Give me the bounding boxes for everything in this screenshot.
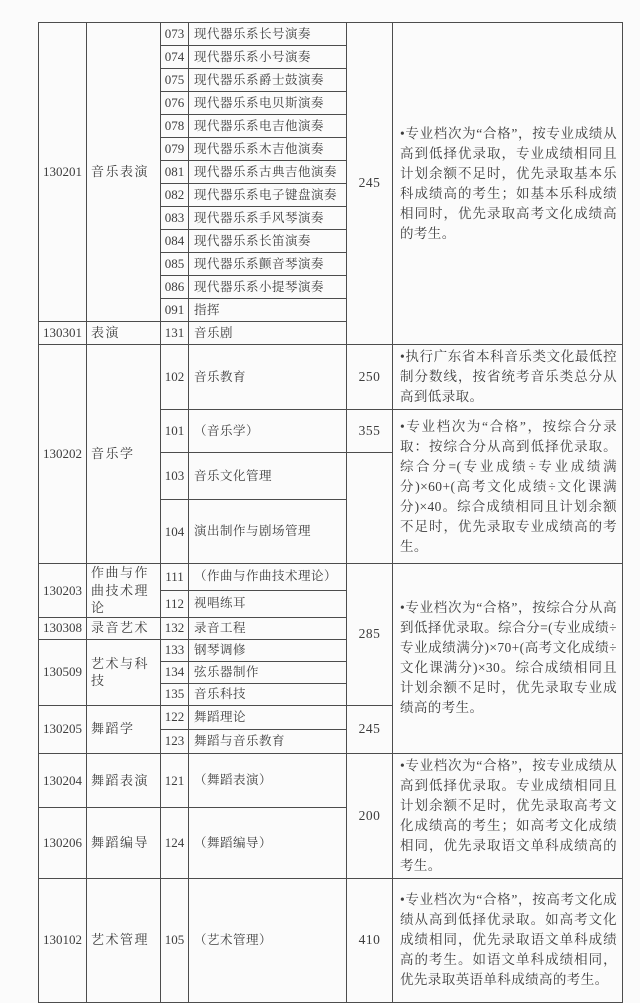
score-cell: 245 [347,705,393,753]
program-name: （舞蹈编导） [189,808,347,878]
score-cell: 355 [347,410,393,453]
major-code: 130308 [39,617,87,639]
program-name: 舞蹈理论 [189,705,347,729]
program-name: 现代器乐系古典吉他演奏 [189,161,347,184]
program-name: 音乐教育 [189,345,347,410]
program-code: 132 [161,617,189,639]
admission-note: •专业档次为“合格”，按高考文化成绩从高到低择优录取。如高考文化成绩相同，优先录取语文单科成绩高的考生。如语文单科成绩相同，优先录取英语单科成绩高的考生。 [393,878,623,1002]
program-code: 103 [161,453,189,500]
program-name: 现代器乐系电贝斯演奏 [189,92,347,115]
program-code: 081 [161,161,189,184]
major-name: 舞蹈表演 [87,753,161,808]
program-code: 091 [161,299,189,322]
admission-note: •执行广东省本科音乐类文化最低控制分数线，按省统考音乐类总分从高到低录取。 [393,345,623,410]
program-code: 121 [161,753,189,808]
major-code: 130204 [39,753,87,808]
program-name: 现代器乐系电吉他演奏 [189,115,347,138]
program-name: 现代器乐系小提琴演奏 [189,276,347,299]
program-code: 076 [161,92,189,115]
program-code: 085 [161,253,189,276]
program-name: 弦乐器制作 [189,661,347,683]
admission-note: •专业档次为“合格”，按综合分录取：按综合分从高到低择优录取。综合分=(专业成绩÷专业成绩满分)×60+(高考文化成绩÷文化课满分)×40。综合成绩相同且计划余额不足时，优先录取专业成绩高的考生。 [393,410,623,564]
program-name: 音乐剧 [189,322,347,345]
program-name: 现代器乐系颤音琴演奏 [189,253,347,276]
program-code: 086 [161,276,189,299]
admission-score-table [38,22,623,1003]
program-code: 083 [161,207,189,230]
score-cell: 250 [347,345,393,410]
program-code: 123 [161,729,189,753]
major-code: 130201 [39,23,87,322]
program-code: 124 [161,808,189,878]
program-code: 079 [161,138,189,161]
program-code: 082 [161,184,189,207]
program-name: 演出制作与剧场管理 [189,500,347,564]
program-code: 122 [161,705,189,729]
program-code: 131 [161,322,189,345]
program-name: 舞蹈与音乐教育 [189,729,347,753]
program-code: 078 [161,115,189,138]
program-name: （舞蹈表演） [189,753,347,808]
major-name: 录音艺术 [87,617,161,639]
program-code: 074 [161,46,189,69]
program-code: 084 [161,230,189,253]
program-name: （艺术管理） [189,878,347,1002]
program-name: （音乐学） [189,410,347,453]
major-code: 130202 [39,345,87,564]
program-name: 音乐文化管理 [189,453,347,500]
program-name: 现代器乐系小号演奏 [189,46,347,69]
table-row [39,23,623,46]
major-code: 130509 [39,639,87,705]
program-code: 105 [161,878,189,1002]
program-code: 112 [161,590,189,617]
major-name: 音乐学 [87,345,161,564]
major-code: 130203 [39,564,87,618]
score-cell: 285 [347,564,393,706]
program-name: 录音工程 [189,617,347,639]
major-code: 130205 [39,705,87,753]
program-name: 现代器乐系电子键盘演奏 [189,184,347,207]
major-name: 表演 [87,322,161,345]
program-code: 101 [161,410,189,453]
major-code: 130301 [39,322,87,345]
score-cell: 245 [347,23,393,345]
admission-note: •专业档次为“合格”，按专业成绩从高到低择优录取，专业成绩相同且计划余额不足时，优先录取基本乐科成绩高的考生；如基本乐科成绩相同时，优先录取高考文化成绩高的考生。 [393,23,623,345]
program-code: 133 [161,639,189,661]
table-row [39,345,623,410]
score-cell: 200 [347,753,393,878]
admission-note: •专业档次为“合格”，按综合分从高到低择优录取。综合分=(专业成绩÷专业成绩满分)×70+(高考文化成绩÷文化课满分)×30。综合成绩相同且计划余额不足时，优先录取专业成绩高的考生。 [393,564,623,754]
program-name: 钢琴调修 [189,639,347,661]
major-name: 舞蹈学 [87,705,161,753]
program-name: 现代器乐系手风琴演奏 [189,207,347,230]
program-code: 104 [161,500,189,564]
program-name: 视唱练耳 [189,590,347,617]
score-cell: 410 [347,878,393,1002]
major-name: 艺术管理 [87,878,161,1002]
major-code: 130206 [39,808,87,878]
major-name: 艺术与科技 [87,639,161,705]
major-name: 舞蹈编导 [87,808,161,878]
program-code: 075 [161,69,189,92]
table-row [39,753,623,808]
program-code: 134 [161,661,189,683]
program-name: 现代器乐系长号演奏 [189,23,347,46]
program-name: 指挥 [189,299,347,322]
major-name: 音乐表演 [87,23,161,322]
program-code: 102 [161,345,189,410]
major-code: 130102 [39,878,87,1002]
major-name: 作曲与作曲技术理论 [87,564,161,618]
program-name: （作曲与作曲技术理论） [189,564,347,591]
admission-note: •专业档次为“合格”，按专业成绩从高到低择优录取。专业成绩相同且计划余额不足时，优先录取高考文化成绩高的考生；如高考文化成绩相同，优先录取语文单科成绩高的考生。 [393,753,623,878]
program-name: 现代器乐系爵士鼓演奏 [189,69,347,92]
program-code: 073 [161,23,189,46]
program-name: 音乐科技 [189,683,347,705]
score-cell-empty [347,453,393,564]
program-code: 111 [161,564,189,591]
table-row [39,564,623,591]
table-row [39,878,623,1002]
program-name: 现代器乐系长笛演奏 [189,230,347,253]
program-code: 135 [161,683,189,705]
program-name: 现代器乐系木吉他演奏 [189,138,347,161]
